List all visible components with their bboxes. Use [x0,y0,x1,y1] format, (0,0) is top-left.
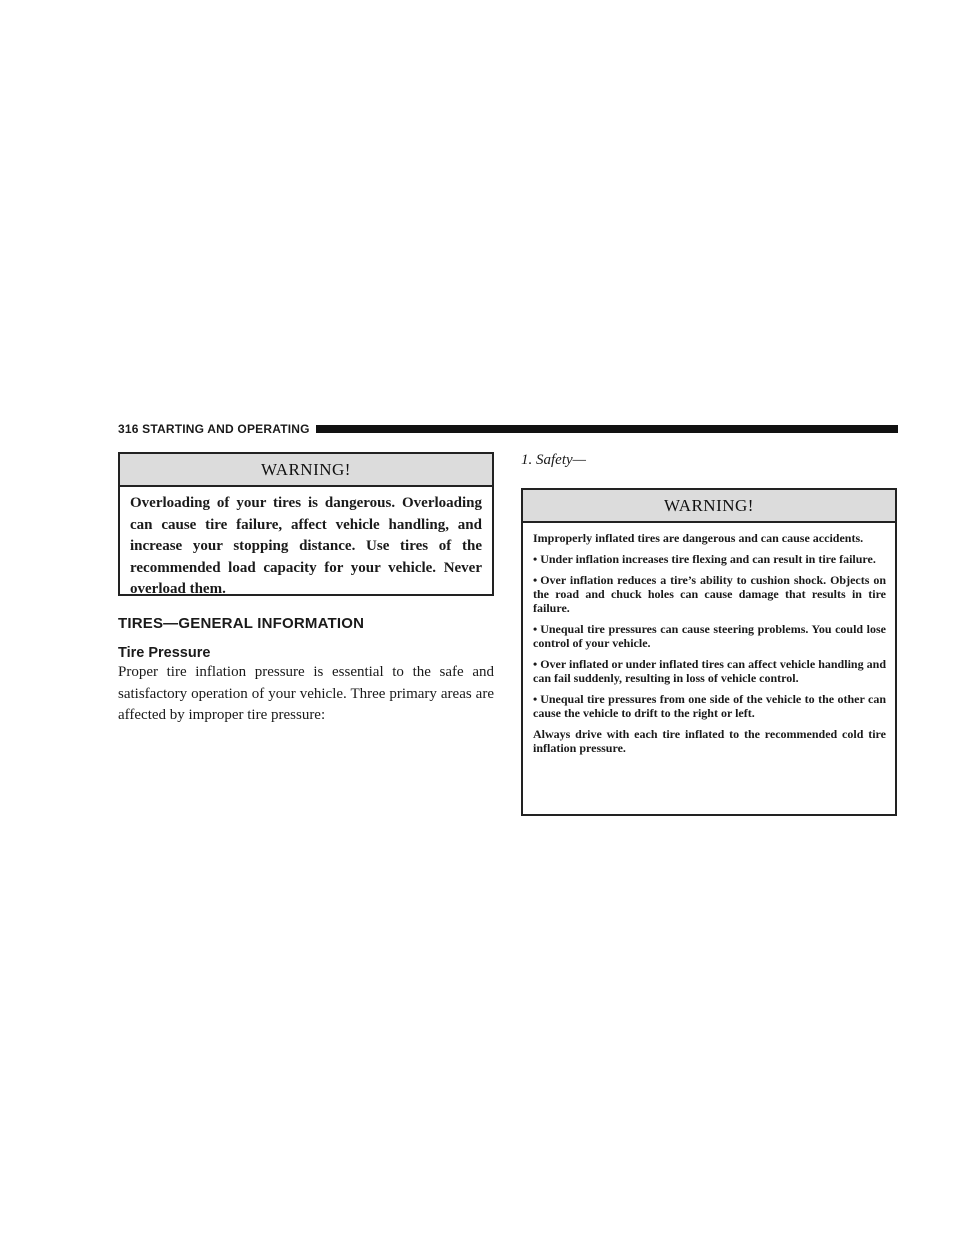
warning-closing: Always drive with each tire inflated to the recommended cold tire inflation pressure. [533,727,886,755]
sub-heading: Tire Pressure [118,645,211,661]
bullet-text: Under inflation increases tire flexing and can result in tire failure. [540,552,876,566]
overloading-warning-box [118,452,494,596]
warning-title: WARNING! [120,454,492,487]
body-paragraph: Proper tire inflation pressure is essential to the safe and satisfactory operation of your vehicle. Three primary areas are affected by improper tire pressure: [118,664,494,723]
bullet-text: Unequal tire pressures can cause steering problems. You could lose control of your vehicle. [533,622,886,650]
warning-intro: Improperly inflated tires are dangerous and can cause accidents. [533,531,864,545]
warning-title: WARNING! [523,490,895,523]
bullet-icon: • [533,622,538,636]
warning-body [523,523,895,755]
warning-bullet [533,692,886,720]
warning-bullet [533,573,886,615]
section-heading: TIRES—GENERAL INFORMATION [118,615,365,632]
bullet-icon: • [533,692,538,706]
page-header [118,422,898,436]
warning-bullet [533,657,886,685]
warning-body: Overloading of your tires is dangerous. Overloading can cause tire failure, affect vehicle handling, and increase your stopping distance. Use tires of the recommended load capacity for your vehicle. Never overload them. [130,495,482,597]
bullet-text: Unequal tire pressures from one side of the vehicle to the other can cause the vehicle to drift to the right or left. [533,692,886,720]
page-header-text: 316 STARTING AND OPERATING [118,422,310,436]
bullet-icon: • [533,657,538,671]
warning-bullet [533,622,886,650]
bullet-icon: • [533,552,538,566]
inflation-warning-box [521,488,897,816]
header-rule [316,425,898,433]
warning-bullet [533,552,886,566]
bullet-text: Over inflation reduces a tire’s ability to cushion shock. Objects on the road and chuck holes can cause damage that results in tire failure. [533,573,886,615]
bullet-icon: • [533,573,538,587]
list-heading: 1. Safety— [521,452,586,468]
bullet-text: Over inflated or under inflated tires can affect vehicle handling and can fail suddenly, resulting in loss of vehicle control. [533,657,886,685]
